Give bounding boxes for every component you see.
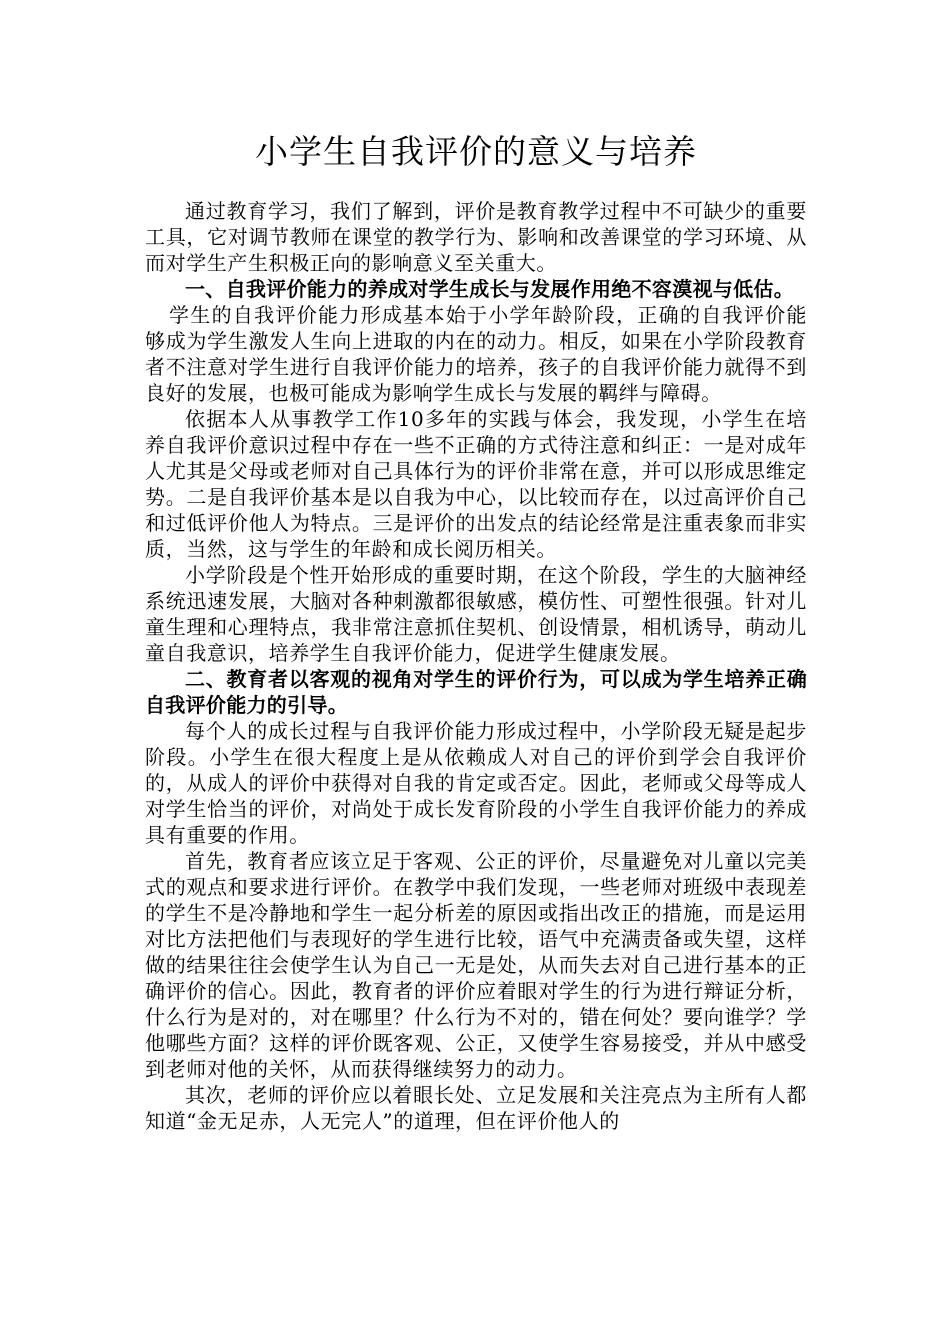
paragraph: 学生的自我评价能力形成基本始于小学年龄阶段，正确的自我评价能够成为学生激发人生向上进取的内在的动力。相反，如果在小学阶段教育者不注意对学生进行自我评价能力的培养，孩子的自我评价能力就得不到良好的发展，也极可能成为影响学生成长与发展的羁绊与障碍。 (145, 303, 807, 405)
document-page (145, 0, 807, 1134)
section-heading-1: 一、自我评价能力的养成对学生成长与发展作用绝不容漠视与低估。 (185, 277, 794, 301)
document-body (145, 198, 807, 1134)
paragraph: 首先，教育者应该立足于客观、公正的评价，尽量避免对儿童以完美式的观点和要求进行评价。在教学中我们发现，一些老师对班级中表现差的学生不是冷静地和学生一起分析差的原因或指出改正的措施，而是运用对比方法把他们与表现好的学生进行比较，语气中充满责备或失望，这样做的结果往往会使学生认为自己一无是处，从而失去对自己进行基本的正确评价的信心。因此，教育者的评价应着眼对学生的行为进行辩证分析，什么行为是对的，对在哪里？什么行为不对的，错在何处？要向谁学？学他哪些方面？这样的评价既客观、公正，又使学生容易接受，并从中感受到老师对他的关怀，从而获得继续努力的动力。 (145, 849, 807, 1081)
paragraph: 每个人的成长过程与自我评价能力形成过程中，小学阶段无疑是起步阶段。小学生在很大程度上是从依赖成人对自己的评价到学会自我评价的，从成人的评价中获得对自我的肯定或否定。因此，老师或父母等成人对学生恰当的评价，对尚处于成长发育阶段的小学生自我评价能力的养成具有重要的作用。 (145, 719, 807, 847)
section-heading-2: 二、教育者以客观的视角对学生的评价行为，可以成为学生培养正确自我评价能力的引导。 (145, 667, 807, 717)
paragraph: 依据本人从事教学工作10多年的实践与体会，我发现，小学生在培养自我评价意识过程中存在一些不正确的方式待注意和纠正：一是对成年人尤其是父母或老师对自己具体行为的评价非常在意，并可以形成思维定势。二是自我评价基本是以自我为中心，以比较而存在，以过高评价自己和过低评价他人为特点。三是评价的出发点的结论经常是注重表象而非实质，当然，这与学生的年龄和成长阅历相关。 (145, 407, 807, 561)
paragraph-intro: 通过教育学习，我们了解到，评价是教育教学过程中不可缺少的重要工具，它对调节教师在课堂的教学行为、影响和改善课堂的学习环境、从而对学生产生积极正向的影响意义至关重大。 (145, 199, 807, 275)
paragraph: 小学阶段是个性开始形成的重要时期，在这个阶段，学生的大脑神经系统迅速发展，大脑对各种刺激都很敏感，模仿性、可塑性很强。针对儿童生理和心理特点，我非常注意抓住契机、创设情景，相机诱导，萌动儿童自我意识，培养学生自我评价能力，促进学生健康发展。 (145, 563, 807, 665)
paragraph: 其次，老师的评价应以着眼长处、立足发展和关注亮点为主所有人都知道“金无足赤，人无完人”的道理，但在评价他人的 (145, 1083, 807, 1133)
document-title: 小学生自我评价的意义与培养 (255, 132, 697, 171)
